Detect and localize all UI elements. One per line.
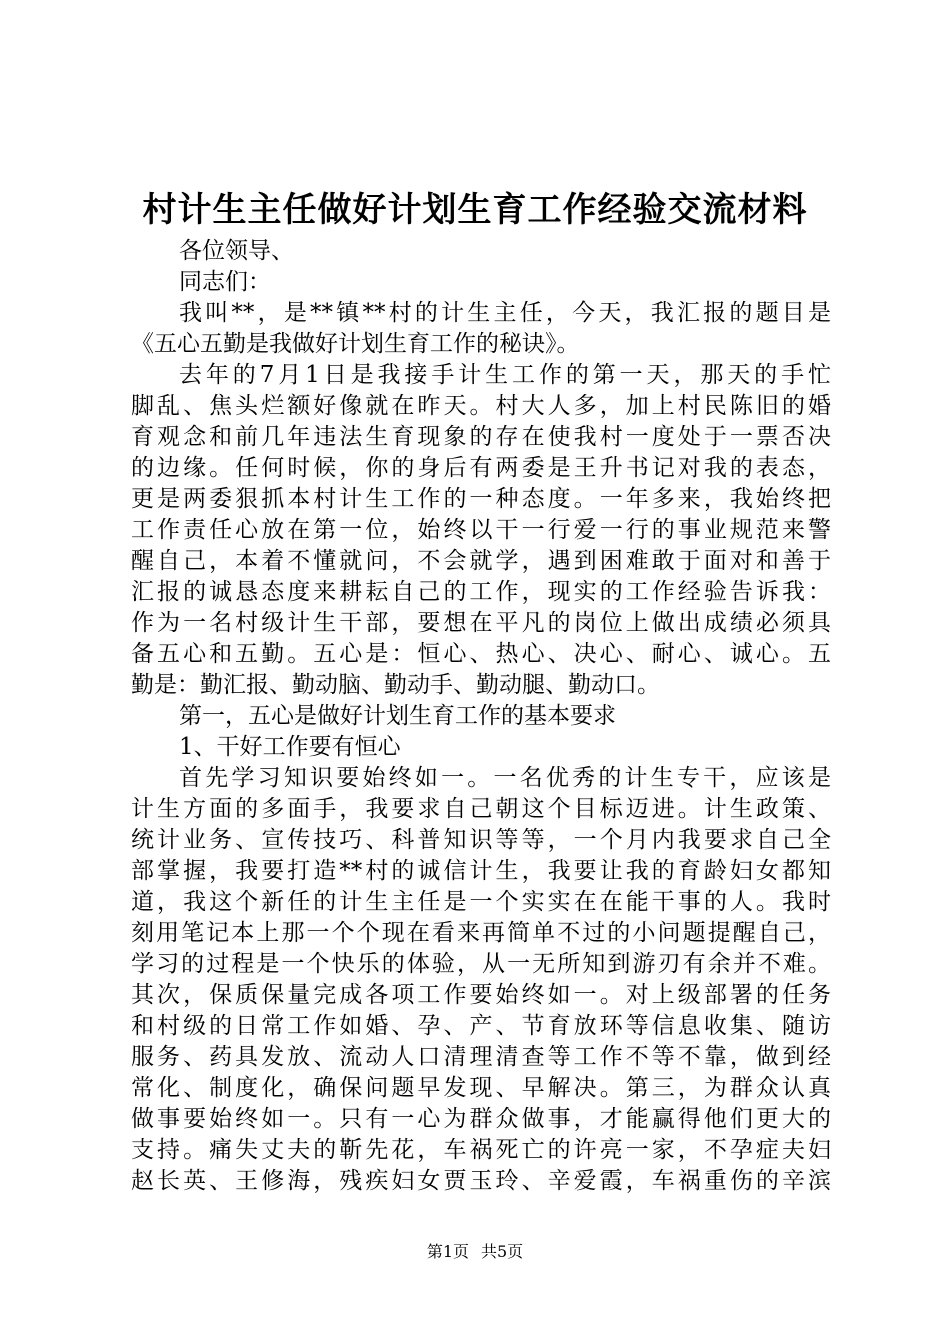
document-body bbox=[131, 236, 831, 1197]
paragraph-line: 首先学习知识要始终如一。一名优秀的计生专干，应该是 bbox=[179, 765, 831, 791]
salutation-line: 各位领导、 bbox=[179, 238, 294, 264]
paragraph-line: 学习的过程是一个快乐的体验，从一无所知到游刃有余并不难。 bbox=[131, 951, 831, 977]
paragraph-line: 我叫**，是**镇**村的计生主任，今天，我汇报的题目是 bbox=[179, 300, 831, 326]
page-footer bbox=[0, 1240, 950, 1264]
page-number: 第1页 bbox=[426, 1242, 469, 1261]
salutation-line: 同志们： bbox=[179, 269, 271, 295]
paragraph-line: 其次，保质保量完成各项工作要始终如一。对上级部署的任务 bbox=[131, 982, 831, 1008]
paragraph-line: 服务、药具发放、流动人口清理清查等工作不等不靠，做到经 bbox=[131, 1044, 831, 1070]
paragraph-line: 育观念和前几年违法生育现象的存在使我村一度处于一票否决 bbox=[131, 424, 831, 450]
paragraph-line: 脚乱、焦头烂额好像就在昨天。村大人多，加上村民陈旧的婚 bbox=[131, 393, 831, 419]
paragraph-line: 醒自己，本着不懂就问，不会就学，遇到困难敢于面对和善于 bbox=[131, 548, 831, 574]
paragraph-line: 和村级的日常工作如婚、孕、产、节育放环等信息收集、随访 bbox=[131, 1013, 831, 1039]
paragraph-line: 汇报的诚恳态度来耕耘自己的工作，现实的工作经验告诉我： bbox=[131, 579, 831, 605]
paragraph-line: 的边缘。任何时候，你的身后有两委是王升书记对我的表态， bbox=[131, 455, 831, 481]
paragraph-line: 备五心和五勤。五心是：恒心、热心、决心、耐心、诚心。五 bbox=[131, 641, 831, 667]
document-title: 村计生主任做好计划生育工作经验交流材料 bbox=[142, 190, 808, 230]
paragraph-line: 刻用笔记本上那一个个现在看来再简单不过的小问题提醒自己， bbox=[131, 920, 831, 946]
paragraph-line: 工作责任心放在第一位，始终以干一行爱一行的事业规范来警 bbox=[131, 517, 831, 543]
paragraph-line: 去年的7月1日是我接手计生工作的第一天，那天的手忙 bbox=[179, 362, 831, 388]
paragraph-line: 计生方面的多面手，我要求自己朝这个目标迈进。计生政策、 bbox=[131, 796, 831, 822]
paragraph-line: 道，我这个新任的计生主任是一个实实在在能干事的人。我时 bbox=[131, 889, 831, 915]
paragraph-line: 做事要始终如一。只有一心为群众做事，才能赢得他们更大的 bbox=[131, 1106, 831, 1132]
paragraph-line: 更是两委狠抓本村计生工作的一种态度。一年多来，我始终把 bbox=[131, 486, 831, 512]
paragraph-line: 《五心五勤是我做好计划生育工作的秘诀》。 bbox=[131, 331, 580, 357]
subsection-heading: 1、干好工作要有恒心 bbox=[179, 734, 401, 760]
paragraph-line: 赵长英、王修海，残疾妇女贾玉玲、辛爱霞，车祸重伤的辛滨 bbox=[131, 1168, 831, 1194]
section-heading: 第一，五心是做好计划生育工作的基本要求 bbox=[179, 703, 616, 729]
paragraph-line: 支持。痛失丈夫的靳先花，车祸死亡的许亮一家，不孕症夫妇 bbox=[131, 1137, 831, 1163]
paragraph-line: 部掌握，我要打造**村的诚信计生，我要让我的育龄妇女都知 bbox=[131, 858, 831, 884]
paragraph-line: 作为一名村级计生干部，要想在平凡的岗位上做出成绩必须具 bbox=[131, 610, 831, 636]
page-total: 共5页 bbox=[481, 1242, 524, 1261]
paragraph-line: 勤是：勤汇报、勤动脑、勤动手、勤动腿、勤动口。 bbox=[131, 672, 660, 698]
paragraph-line: 统计业务、宣传技巧、科普知识等等，一个月内我要求自己全 bbox=[131, 827, 831, 853]
paragraph-line: 常化、制度化，确保问题早发现、早解决。第三，为群众认真 bbox=[131, 1075, 831, 1101]
